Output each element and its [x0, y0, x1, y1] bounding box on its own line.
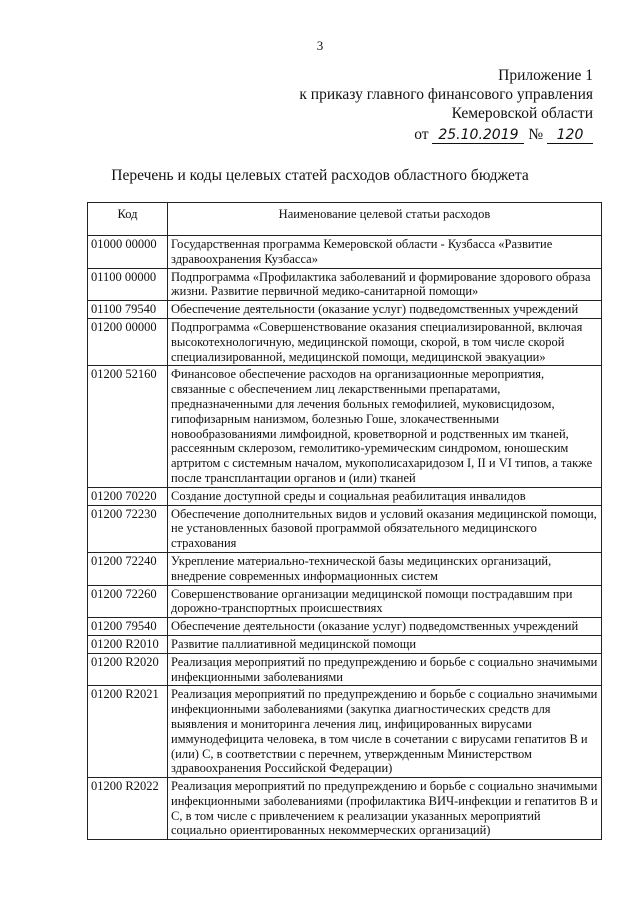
table-row — [88, 366, 602, 487]
row-code: 01200 72230 — [88, 505, 168, 552]
row-code: 01100 00000 — [88, 268, 168, 301]
row-name: Укрепление материально-технической базы медицинских организаций, внедрение современных информационных систем — [168, 552, 602, 585]
expense-codes-table — [87, 202, 602, 840]
table-row — [88, 301, 602, 319]
row-code: 01200 R2022 — [88, 778, 168, 840]
order-number-handwritten: 120 — [547, 128, 593, 144]
row-code: 01100 79540 — [88, 301, 168, 319]
row-code: 01200 52160 — [88, 366, 168, 487]
table-row — [88, 268, 602, 301]
appendix-title: Приложение 1 — [498, 67, 593, 84]
row-name: Подпрограмма «Профилактика заболеваний и формирование здорового образа жизни. Развитие первичной медико-санитарной помощи» — [168, 268, 602, 301]
table-row — [88, 487, 602, 505]
row-name: Обеспечение деятельности (оказание услуг) подведомственных учреждений — [168, 301, 602, 319]
number-prefix: № — [528, 126, 544, 143]
row-code: 01200 72240 — [88, 552, 168, 585]
table-row — [88, 653, 602, 686]
appendix-header — [299, 66, 593, 144]
row-name: Обеспечение дополнительных видов и условий оказания медицинской помощи, не установленных базовой программой обязательного медицинского страхования — [168, 505, 602, 552]
table-row — [88, 505, 602, 552]
table-row — [88, 585, 602, 618]
row-code: 01200 R2010 — [88, 635, 168, 653]
row-name: Создание доступной среды и социальная реабилитация инвалидов — [168, 487, 602, 505]
table-row — [88, 318, 602, 365]
header-code: Код — [88, 203, 168, 236]
table-row — [88, 236, 602, 269]
row-code: 01200 R2020 — [88, 653, 168, 686]
row-name: Финансовое обеспечение расходов на организационные мероприятия, связанные с обеспечением лиц лекарственными препаратами, предназначенными для лечения больных гемофилией, муковисцидозом, гипофизарным нанизмом, болезнью Гоше, злокачественными новообразованиями лимфоидной, кроветворной и родственных им тканей, рассеянным склерозом, гемолитико-уремическим синдромом, юношеским артритом с системным началом, мукополисахаридозом I, II и VI типов, а также после трансплантации органов и (или) тканей — [168, 366, 602, 487]
row-name: Обеспечение деятельности (оказание услуг) подведомственных учреждений — [168, 618, 602, 636]
table-row — [88, 686, 602, 778]
order-date-line — [299, 125, 593, 144]
row-code: 01200 70220 — [88, 487, 168, 505]
row-name: Совершенствование организации медицинской помощи пострадавшим при дорожно-транспортных происшествиях — [168, 585, 602, 618]
appendix-order-ref: к приказу главного финансового управления — [299, 86, 593, 103]
table-row — [88, 635, 602, 653]
table-header-row — [88, 203, 602, 236]
appendix-region: Кемеровской области — [451, 105, 593, 122]
order-date-handwritten: 25.10.2019 — [432, 128, 524, 144]
row-name: Реализация мероприятий по предупреждению и борьбе с социально значимыми инфекционными заболеваниями (профилактика ВИЧ-инфекции и гепатитов B и C, в том числе с привлечением к реализации указанных мероприятий социально ориентированных некоммерческих организаций) — [168, 778, 602, 840]
row-code: 01200 R2021 — [88, 686, 168, 778]
row-name: Развитие паллиативной медицинской помощи — [168, 635, 602, 653]
page-number: 3 — [316, 38, 324, 53]
row-name: Реализация мероприятий по предупреждению и борьбе с социально значимыми инфекционными заболеваниями — [168, 653, 602, 686]
row-code: 01200 72260 — [88, 585, 168, 618]
row-code: 01000 00000 — [88, 236, 168, 269]
table-row — [88, 552, 602, 585]
date-prefix: от — [414, 126, 429, 143]
row-name: Подпрограмма «Совершенствование оказания специализированной, включая высокотехнологичную, медицинской помощи, скорой, в том числе скорой специализированной, медицинской помощи, медицинской эвакуации» — [168, 318, 602, 365]
table-row — [88, 618, 602, 636]
row-code: 01200 00000 — [88, 318, 168, 365]
table-row — [88, 778, 602, 840]
row-name: Реализация мероприятий по предупреждению и борьбе с социально значимыми инфекционными заболеваниями (закупка диагностических средств для выявления и мониторинга лечения лиц, инфицированных вирусами иммунодефицита человека, в том числе в сочетании с вирусами гепатитов B и (или) C, в соответствии с перечнем, утвержденным Министерством здравоохранения Российской Федерации) — [168, 686, 602, 778]
row-name: Государственная программа Кемеровской области - Кузбасса «Развитие здравоохранения Кузбасса» — [168, 236, 602, 269]
row-code: 01200 79540 — [88, 618, 168, 636]
header-name: Наименование целевой статьи расходов — [168, 203, 602, 236]
document-title: Перечень и коды целевых статей расходов областного бюджета — [111, 167, 529, 184]
